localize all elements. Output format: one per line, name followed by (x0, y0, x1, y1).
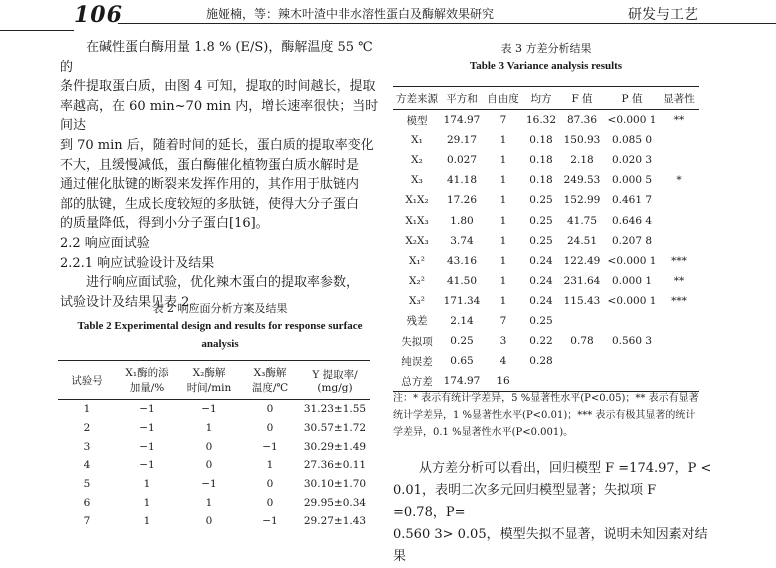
table3-row (393, 190, 699, 210)
table2-row-cell: 30.29±1.49 (303, 440, 367, 453)
table3-row-cell: 16 (496, 375, 510, 388)
text-line: 0.01，表明二次多元回归模型显著；失拟项 F =0.78，P= (393, 483, 657, 520)
table3-caption-en: Table 3 Variance analysis results (469, 60, 623, 72)
table2-row-cell: 1 (205, 496, 213, 509)
running-title: 施娅楠，等：辣木叶渣中非水溶性蛋白及酶解效果研究 (206, 7, 495, 21)
subsection-heading: 2.2.1 响应试验设计及结果 (60, 255, 215, 271)
table2-row-cell: −1 (139, 422, 155, 435)
table3-row-cell: 7 (499, 314, 507, 327)
table2-row-cell: 0 (266, 496, 274, 509)
table2-row (58, 437, 370, 456)
table3-col-ms: 均方 (530, 92, 552, 105)
table3-row-cell: 2.14 (450, 314, 474, 327)
table3-row-cell: 16.32 (525, 114, 557, 127)
table3-row-cell: 1 (499, 134, 507, 147)
table3-row-cell (605, 351, 659, 371)
table3 (393, 86, 699, 392)
table3-row-cell: 0.24 (529, 254, 553, 267)
table3-row-cell: X₁X₃ (405, 214, 429, 227)
table3-row-cell: 41.75 (566, 214, 598, 227)
table2-col-trial: 试验号 (71, 374, 103, 387)
text-line: 不大，且缓慢减低，蛋白酶催化植物蛋白质水解时是 (60, 157, 360, 173)
page-number: 106 (74, 2, 123, 28)
table3-row-cell (659, 331, 699, 351)
table3-row-cell: 0.000 1 (611, 274, 653, 287)
table3-row-cell: 87.36 (566, 114, 598, 127)
table3-row-cell: 1 (499, 274, 507, 287)
table3-row-cell: 4 (499, 355, 507, 368)
table3-row-cell: 0.18 (529, 134, 553, 147)
table3-caption-cn: 表 3 方差分析结果 (500, 42, 592, 55)
table3-row-cell: 0.65 (450, 355, 474, 368)
table3-col-ss: 平方和 (446, 92, 478, 105)
table3-row-cell: 总方差 (401, 375, 433, 388)
table3-col-source: 方差来源 (396, 92, 438, 105)
table3-row-cell: 1 (499, 194, 507, 207)
table3-row-cell: 模型 (406, 114, 428, 127)
table3-row (393, 331, 699, 351)
table3-row-cell: 纯误差 (401, 355, 433, 368)
table3-row-cell: <0.000 1 (607, 254, 657, 267)
table3-row-cell: 1 (499, 254, 507, 267)
table2-row-cell: 4 (83, 459, 91, 472)
table3-col-df: 自由度 (487, 92, 519, 105)
table3-header-row (393, 87, 699, 110)
table3-row-cell: 0.24 (529, 294, 553, 307)
table2-row-cell: 27.36±0.11 (303, 459, 367, 472)
table3-row-cell: 152.99 (563, 194, 601, 207)
table2-row-cell: 1 (143, 478, 151, 491)
table3-row (393, 210, 699, 230)
table3-row-cell: X₂X₃ (405, 234, 429, 247)
table2-row-cell: 29.27±1.43 (303, 515, 367, 528)
table2-row-cell: 1 (143, 496, 151, 509)
table2-row-cell: 0 (266, 403, 274, 416)
table3-row-cell (605, 311, 659, 331)
table3-row-cell (559, 351, 605, 371)
table3-row-cell: 0.22 (529, 335, 553, 348)
text-line: 试验设计及结果见表 2。 (60, 294, 203, 310)
table2-header-row (58, 361, 370, 400)
table3-row-cell: 24.51 (566, 234, 598, 247)
table3-row-cell: 1 (499, 154, 507, 167)
table2-row-cell: 3 (83, 440, 91, 453)
table3-row-cell: 3 (499, 335, 507, 348)
table3-row-cell: 1 (499, 294, 507, 307)
table3-row-cell: X₁ (411, 134, 423, 147)
note-line: 注：* 表示有统计学差异，5 %显著性水平(P<0.05)；** 表示有显著 (393, 393, 699, 404)
table3-row-cell: 0.25 (529, 314, 553, 327)
table3-row-cell (559, 371, 605, 392)
table3-row (393, 231, 699, 251)
intro-paragraph (60, 38, 380, 312)
text-line: 从方差分析可以看出，回归模型 F =174.97，P < (419, 461, 712, 476)
table3-row-cell: *** (671, 294, 687, 307)
table2-row (58, 400, 370, 419)
table3-row-cell: 115.43 (563, 294, 601, 307)
table2-row-cell: 1 (266, 459, 274, 472)
table3-row-cell: 150.93 (563, 134, 601, 147)
table2-row-cell: 7 (83, 515, 91, 528)
table3-row-cell (659, 351, 699, 371)
table2-row-cell: 1 (143, 515, 151, 528)
table3-row (393, 311, 699, 331)
table3-row-cell: * (676, 174, 682, 187)
table2-row (58, 493, 370, 512)
table3-row-cell: X₁² (409, 254, 425, 267)
table2-row-cell: 30.57±1.72 (303, 422, 367, 435)
table2-caption-en: Table 2 Experimental design and results for response surface (77, 320, 363, 332)
table3-row-cell: 231.64 (563, 274, 601, 287)
table3-row-cell: 残差 (406, 315, 428, 328)
table3-row-cell: 失拟项 (401, 335, 433, 348)
table3-row (393, 150, 699, 170)
table3-row (393, 170, 699, 190)
table2-row-cell: 0 (266, 422, 274, 435)
table3-row-cell: 0.25 (529, 194, 553, 207)
table2-row-cell: −1 (201, 478, 217, 491)
table3-row-cell: 0.020 3 (611, 154, 653, 167)
table3-row-cell: 0.000 5 (611, 174, 653, 187)
table3-row-cell: ** (673, 114, 685, 127)
table3-row-cell: 0.25 (529, 234, 553, 247)
table2-caption-cn: 表 2 响应面分析方案及结果 (152, 302, 288, 315)
table3-row-cell: <0.000 1 (607, 114, 657, 127)
table3-row-cell: X₁X₂ (405, 194, 429, 207)
table3-row-cell: 0.78 (570, 335, 594, 348)
note-line: 统计学差异，1 %显著性水平(P<0.01)；*** 表示有极其显著的统计 (393, 410, 696, 421)
table2-row-cell: 29.95±0.34 (303, 496, 367, 509)
table3-row (393, 371, 699, 392)
table2-row-cell: −1 (139, 440, 155, 453)
table2-row (58, 512, 370, 531)
table3-row (393, 110, 699, 131)
table3-row-cell: 1 (499, 214, 507, 227)
table3-row-cell: 174.97 (443, 375, 481, 388)
table3-row-cell: 0.027 (446, 154, 478, 167)
table3-row-cell: 3.74 (450, 234, 474, 247)
table3-row-cell: 17.26 (446, 194, 478, 207)
table3-row-cell: X₃ (411, 174, 423, 187)
table2-row (58, 419, 370, 438)
text-line: 进行响应面试验，优化辣木蛋白的提取率参数， (86, 275, 360, 291)
table3-row-cell (659, 150, 699, 170)
table3-row-cell: X₂² (409, 274, 425, 287)
table3-row-cell (559, 311, 605, 331)
table3-row-cell: 2.18 (570, 154, 594, 167)
table3-row-cell (659, 130, 699, 150)
section-heading: 2.2 响应面试验 (60, 235, 150, 251)
table3-row (393, 130, 699, 150)
table3-row-cell: 122.49 (563, 254, 601, 267)
text-line: 在碱性蛋白酶用量 1.8 % (E/S)，酶解温度 55 ℃的 (60, 40, 373, 75)
table3-row-cell (659, 210, 699, 230)
section-tag: 研发与工艺 (628, 7, 698, 23)
table2-row-cell: 1 (83, 403, 91, 416)
text-line: 通过催化肽键的断裂来发挥作用的，其作用于肽链内 (60, 177, 360, 193)
table3-row-cell: *** (671, 254, 687, 267)
table3-row-cell: X₂ (411, 154, 423, 167)
table3-row-cell: 0.085 0 (611, 134, 653, 147)
table2-row-cell: 2 (83, 422, 91, 435)
table3-row-cell (659, 371, 699, 392)
table3-row-cell: 1.80 (450, 214, 474, 227)
table2-col-x1: X₁酶的添 加量/% (125, 367, 169, 394)
table3-row (393, 351, 699, 371)
table3-row-cell (659, 231, 699, 251)
table3-row-cell: 1 (499, 234, 507, 247)
table3-row-cell (659, 190, 699, 210)
table2-col-y: Y 提取率/ (mg/g) (312, 368, 358, 394)
table2-row-cell: 0 (266, 478, 274, 491)
table3-note (393, 390, 703, 441)
table2-row-cell: 31.23±1.55 (303, 403, 367, 416)
table3-row-cell: 0.646 4 (611, 214, 653, 227)
table3-row-cell: <0.000 1 (607, 294, 657, 307)
table2-row-cell: −1 (139, 459, 155, 472)
table2-row-cell: 0 (205, 459, 213, 472)
table3-row-cell: 1 (499, 174, 507, 187)
table2-row-cell: 1 (205, 422, 213, 435)
analysis-paragraph (393, 458, 713, 568)
table3-row-cell: 174.97 (443, 114, 481, 127)
table3-row (393, 251, 699, 271)
table3-row (393, 291, 699, 311)
table3-row-cell: 0.207 8 (611, 234, 653, 247)
table3-row-cell: 41.18 (446, 174, 478, 187)
table3-row-cell: ** (673, 274, 685, 287)
table3-col-sig: 显著性 (663, 92, 695, 105)
table3-row-cell: 43.16 (446, 254, 478, 267)
text-line: 到 70 min 后，随着时间的延长，蛋白质的提取率变化 (60, 137, 374, 153)
table2-col-x3: X₃酶解 温度/℃ (251, 367, 289, 394)
table3-row-cell: 0.25 (529, 214, 553, 227)
text-line: 率越高，在 60 min~70 min 内，增长速率很快；当时间达 (60, 98, 379, 134)
table3-row-cell (605, 371, 659, 392)
table3-row-cell (523, 371, 559, 392)
table2-row-cell: 0 (205, 515, 213, 528)
table2-row-cell: 6 (83, 496, 91, 509)
table3-col-f: F 值 (571, 92, 593, 105)
table2-row-cell: −1 (139, 403, 155, 416)
table2-row-cell: 30.10±1.70 (303, 478, 367, 491)
table3-row-cell: 41.50 (446, 274, 478, 287)
table3-row-cell: 249.53 (563, 174, 601, 187)
table3-row-cell: 29.17 (446, 134, 478, 147)
table3-row-cell: 0.461 7 (611, 194, 653, 207)
table2 (58, 360, 370, 531)
table2-col-x2: X₂酶解 时间/min (186, 367, 232, 394)
table2-row-cell: −1 (262, 440, 278, 453)
table3-row-cell: 0.24 (529, 274, 553, 287)
note-line: 学差异，0.1 %显著性水平(P<0.001)。 (393, 427, 574, 438)
table3-row-cell: 7 (499, 114, 507, 127)
table2-row (58, 456, 370, 475)
table3-row-cell: 0.560 3 (611, 335, 653, 348)
header-rule-left (0, 30, 74, 31)
table2-row-cell: −1 (262, 515, 278, 528)
text-line: 0.560 3> 0.05，模型失拟不显著，说明未知因素对结果 (393, 527, 708, 564)
table3-row-cell: 0.28 (529, 355, 553, 368)
table3-row-cell: 0.25 (450, 335, 474, 348)
text-line: 的质量降低，得到小分子蛋白[16]。 (60, 216, 269, 232)
table2-row (58, 475, 370, 494)
table3-row (393, 271, 699, 291)
table3-row-cell: 171.34 (443, 294, 481, 307)
table3-row-cell: X₃² (409, 294, 425, 307)
table3-row-cell: 0.18 (529, 154, 553, 167)
text-line: 条件提取蛋白质，由图 4 可知，提取的时间越长，提取 (60, 79, 376, 95)
table2-row-cell: −1 (201, 403, 217, 416)
table2-row-cell: 5 (83, 478, 91, 491)
table3-row-cell (659, 311, 699, 331)
table3-col-p: P 值 (621, 92, 643, 105)
table2-row-cell: 0 (205, 440, 213, 453)
text-line: 部的肽键，生成长度较短的多肽链，使得大分子蛋白 (60, 196, 360, 212)
table2-caption-en-2: analysis (201, 338, 239, 350)
table3-row-cell: 0.18 (529, 174, 553, 187)
